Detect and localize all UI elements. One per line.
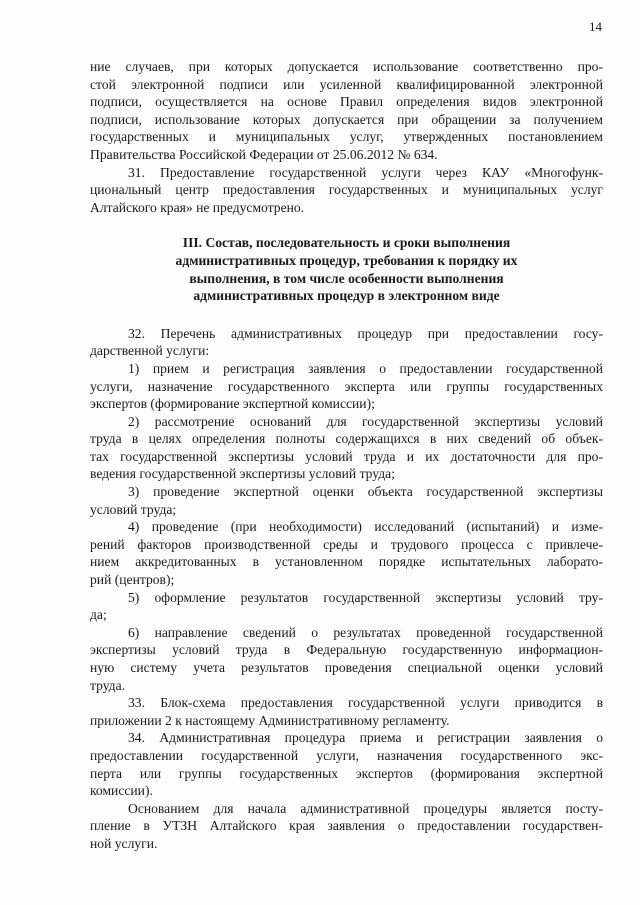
text-line: ние случаев, при которых допускается использование соответственно про- <box>90 59 603 74</box>
text-line: 1) прием и регистрация заявления о предоставлении государственной <box>128 360 603 376</box>
text-line: дарственной услуги: <box>90 343 210 359</box>
text-line: нием аккредитованных в установленном порядке испытательных лаборато- <box>90 554 603 570</box>
section-3-heading <box>90 234 603 304</box>
heading-line: III. Состав, последовательность и сроки выполнения <box>182 235 511 251</box>
text-line: 3) проведение экспертной оценки объекта государственной экспертизы <box>128 484 603 500</box>
paragraph-31 <box>90 164 603 217</box>
text-line: услуги, назначение государственного эксперта или группы государственных <box>90 378 603 394</box>
paragraph-32 <box>90 325 603 360</box>
heading-line: выполнения, в том числе особенности выполнения <box>189 270 504 286</box>
text-line: Основанием для начала административной процедуры является посту- <box>128 800 603 816</box>
text-line: подписи, использование которых допускается при обращении за получением <box>90 111 603 127</box>
heading-line: административных процедур в электронном виде <box>193 288 500 304</box>
text-line: рий (центров); <box>90 572 175 588</box>
heading-line: административных процедур, требования к порядку их <box>175 252 518 268</box>
text-line: ную систему учета результатов проведения специальной оценки условий <box>90 660 603 675</box>
text-line: 6) направление сведений о результатах проведенной государственной <box>128 624 603 640</box>
text-line: 32. Перечень административных процедур при предоставлении госу- <box>128 325 603 341</box>
list-item-6 <box>90 624 603 694</box>
text-line: да; <box>90 607 107 623</box>
text-line: ведения государственной экспертизы условий труда; <box>90 466 395 482</box>
text-line: труда в целях определения полноты содержащихся в них сведений об объек- <box>90 431 603 447</box>
text-line: 2) рассмотрение оснований для государственной экспертизы условий <box>128 413 603 429</box>
paragraph-basis <box>90 800 603 853</box>
text-line: стой электронной подписи или усиленной квалифицированной электронной <box>90 76 603 92</box>
text-line: государственных и муниципальных услуг, утвержденных постановлением <box>90 129 603 145</box>
text-line: подписи, осуществляется на основе Правил определения видов электронной <box>90 94 603 110</box>
text-line: 5) оформление результатов государственной экспертизы условий тру- <box>128 589 603 605</box>
text-line: комиссии). <box>90 783 153 799</box>
text-line: предоставлении государственной услуги, назначения государственного экс- <box>90 747 603 763</box>
list-item-3 <box>90 483 603 518</box>
list-item-2 <box>90 413 603 483</box>
intro-paragraph <box>90 58 603 164</box>
text-line: экспертизы условий труда в Федеральную государственную информацион- <box>90 642 603 658</box>
text-line: приложении 2 к настоящему Административному регламенту. <box>90 712 450 728</box>
list-item-5 <box>90 589 603 624</box>
text-line: перта или группы государственных экспертов (формирования экспертной <box>90 765 603 781</box>
document-body <box>90 58 603 853</box>
text-line: 34. Административная процедура приема и регистрации заявления о <box>128 730 603 746</box>
page-number: 14 <box>589 19 602 34</box>
text-line: Правительства Российской Федерации от 25.06.2012 № 634. <box>90 146 438 162</box>
paragraph-33 <box>90 694 603 729</box>
list-item-1 <box>90 360 603 413</box>
paragraph-34 <box>90 729 603 799</box>
text-line: труда. <box>90 677 126 693</box>
text-line: пление в УТЗН Алтайского края заявления о предоставлении государствен- <box>90 818 603 834</box>
text-line: тах государственной экспертизы условий труда и их достаточности для про- <box>90 448 603 464</box>
text-line: циональный центр предоставления государственных и муниципальных услуг <box>90 182 603 198</box>
text-line: рений факторов производственной среды и трудового процесса с привлече- <box>90 536 603 552</box>
text-line: 31. Предоставление государственной услуги через КАУ «Многофунк- <box>128 164 603 180</box>
text-line: 33. Блок-схема предоставления государственной услуги приводится в <box>128 695 603 711</box>
text-line: 4) проведение (при необходимости) исследований (испытаний) и изме- <box>128 519 603 535</box>
text-line: ной услуги. <box>90 835 158 851</box>
text-line: условий труда; <box>90 501 177 517</box>
text-line: Алтайского края» не предусмотрено. <box>90 199 305 215</box>
text-line: экспертов (формирование экспертной комиссии); <box>90 396 375 412</box>
list-item-4 <box>90 518 603 588</box>
